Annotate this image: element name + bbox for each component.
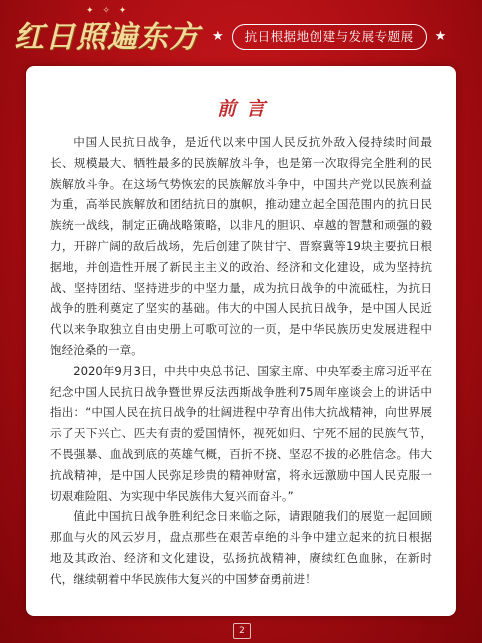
paragraph-3: 值此中国抗日战争胜利纪念日来临之际，请跟随我们的展览一起回顾那血与火的风云岁月，盘点那些在艰苦卓绝的斗争中建立起来的抗日根据地及其政治、经济和文化建设，弘扬抗战精神，赓续红色血脉，在新时代，继续朝着中华民族伟大复兴的中国梦奋勇前进！ <box>50 509 432 586</box>
star-icon-left: ★ <box>212 29 224 44</box>
document-body <box>50 132 432 590</box>
brand-sparkle-icon: ✦ ✧ ✦ <box>86 6 130 16</box>
page-header <box>0 0 482 66</box>
brand-logo-text: 红日照遍东方 <box>14 20 200 55</box>
page-number: 2 <box>233 623 251 639</box>
exhibition-title: 抗日根据地创建与发展专题展 <box>232 24 427 50</box>
star-icon-right: ★ <box>434 29 447 44</box>
document-title: 前言 <box>216 98 275 120</box>
paragraph-2: 2020年9月3日，中共中央总书记、国家主席、中央军委主席习近平在纪念中国人民抗日战争暨世界反法西斯战争胜利75周年座谈会上的讲话中指出：“中国人民在抗日战争的壮阔进程中孕育出伟大抗战精神，向世界展示了天下兴亡、匹夫有责的爱国情怀，视死如归、宁死不屈的民族气节，不畏强暴、血战到底的英雄气概，百折不挠、坚忍不拔的必胜信念。伟大抗战精神，是中国人民弥足珍贵的精神财富，将永远激励中国人民克服一切艰难险阻、为实现中华民族伟大复兴而奋斗。” <box>50 363 432 503</box>
content-panel <box>26 66 456 616</box>
exhibition-banner <box>212 24 446 50</box>
paragraph-1: 中国人民抗日战争，是近代以来中国人民反抗外敌入侵持续时间最长、规模最大、牺牲最多的民族解放斗争，也是第一次取得完全胜利的民族解放斗争。在这场气势恢宏的民族解放斗争中，中国共产党以民族利益为重，高举民族解放和团结抗日的旗帜，推动建立起全国范围内的抗日民族统一战线，制定正确战略策略，以非凡的胆识、卓越的智慧和顽强的毅力，开辟广阔的敌后战场，先后创建了陕甘宁、晋察冀等19块主要抗日根据地，并创造性开展了新民主主义的政治、经济和文化建设，成为坚持抗战、坚持团结、坚持进步的中坚力量，成为抗日战争的中流砥柱，为抗日战争的胜利奠定了坚实的基础。伟大的中国人民抗日战争，是中国人民近代以来争取独立自由史册上可歌可泣的一页，是中华民族历史发展进程中饱经沧桑的一章。 <box>50 135 432 357</box>
